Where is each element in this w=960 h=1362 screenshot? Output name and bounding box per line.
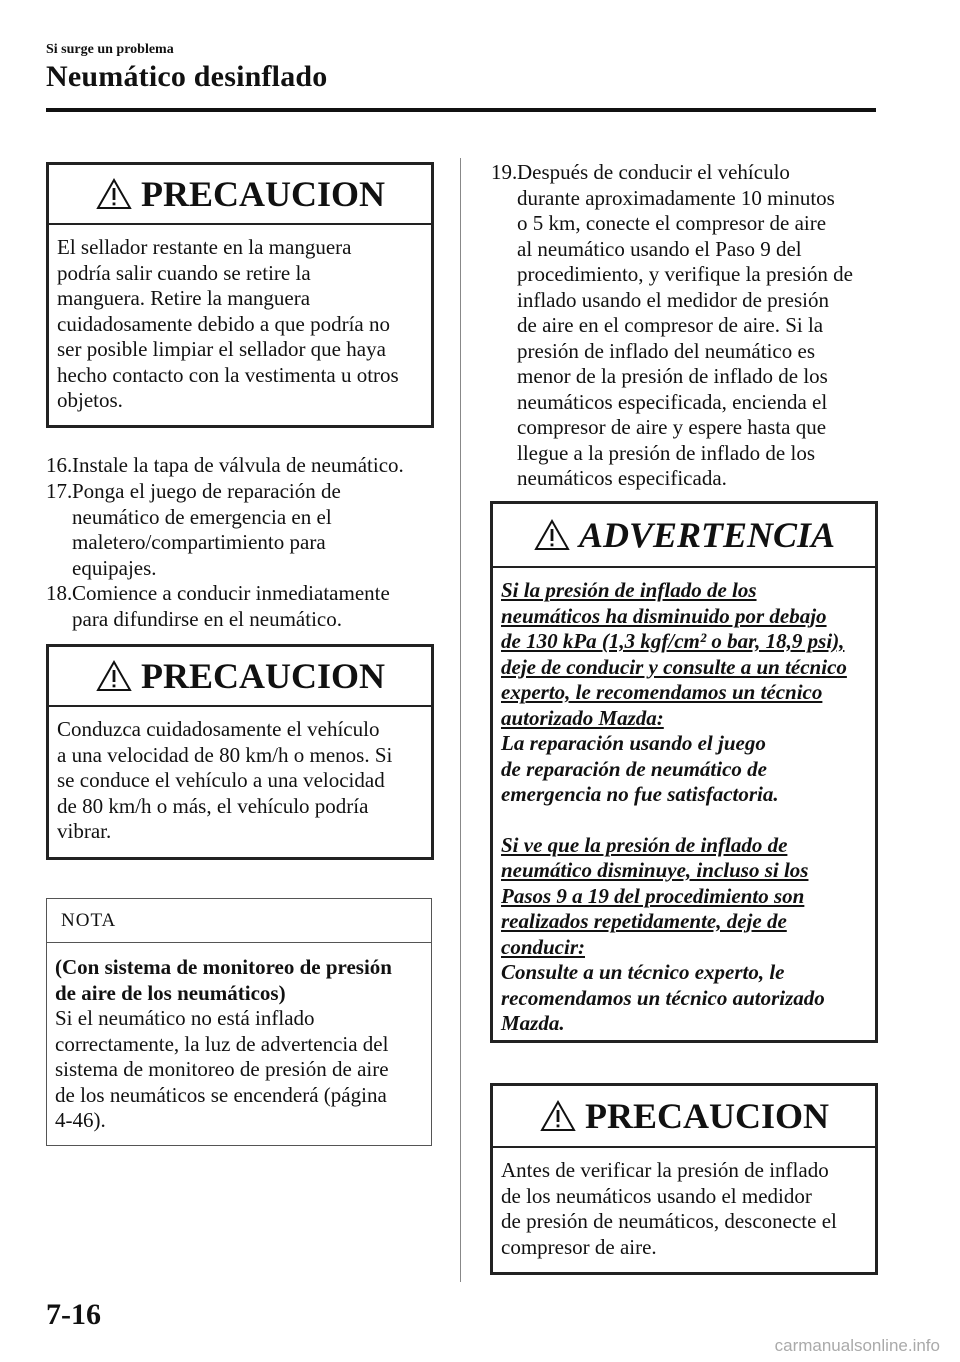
caution-text	[49, 225, 431, 414]
step-line: neumático de emergencia en el	[72, 504, 332, 529]
warning-text	[493, 568, 875, 1037]
text-line: de los neumáticos usando el medidor	[501, 1183, 812, 1208]
warning-line: de reparación de neumático de	[501, 756, 767, 781]
step-18	[46, 581, 446, 632]
step-number: 17.	[46, 479, 73, 503]
step-line: neumáticos especificada.	[517, 466, 727, 490]
step-line: para difundirse en el neumático.	[72, 606, 342, 631]
page-number: 7-16	[46, 1298, 101, 1331]
warning-line: realizados repetidamente, deje de	[501, 909, 787, 933]
text-line: a una velocidad de 80 km/h o menos. Si	[57, 742, 393, 767]
warning-title: ADVERTENCIA	[578, 515, 836, 555]
caution-text	[49, 707, 431, 845]
text-line: manguera. Retire la manguera	[57, 286, 311, 310]
step-line: Ponga el juego de reparación de	[72, 479, 341, 503]
text-line: cuidadosamente debido a que podría no	[57, 311, 390, 336]
step-line: durante aproximadamente 10 minutos	[517, 185, 835, 210]
note-box	[46, 898, 432, 1146]
warning-line: Si ve que la presión de inflado de	[501, 832, 788, 857]
step-line: procedimiento, y verifique la presión de	[517, 262, 853, 286]
note-title: NOTA	[47, 899, 431, 943]
step-number: 16.	[46, 453, 73, 477]
warning-line: Si la presión de inflado de los	[501, 578, 757, 602]
paragraph-gap	[501, 808, 867, 833]
step-number: 19.	[491, 160, 518, 184]
caution-text	[493, 1148, 875, 1260]
warning-line: Mazda.	[501, 1011, 565, 1035]
text-line: objetos.	[57, 388, 123, 412]
warning-line: neumático disminuye, incluso si los	[501, 858, 809, 882]
note-subtitle-line: de aire de los neumáticos)	[55, 980, 286, 1005]
note-text	[47, 943, 431, 1134]
text-line: correctamente, la luz de advertencia del	[55, 1031, 389, 1056]
warning-line: emergencia no fue satisfactoria.	[501, 782, 779, 806]
step-line: Después de conducir el vehículo	[517, 160, 790, 184]
warning-triangle-icon	[95, 659, 133, 693]
step-line: llegue a la presión de inflado de los	[517, 440, 815, 465]
text-line: ser posible limpiar el sellador que haya	[57, 337, 386, 361]
warning-line: recomendamos un técnico autorizado	[501, 985, 825, 1010]
step-line: equipajes.	[72, 555, 157, 580]
step-number: 18.	[46, 581, 73, 605]
caution-box-1	[46, 162, 434, 428]
watermark: carmanualsonline.info	[774, 1336, 940, 1355]
step-17	[46, 479, 446, 581]
note-subtitle-line: (Con sistema de monitoreo de presión	[55, 955, 392, 979]
step-line: al neumático usando el Paso 9 del	[517, 236, 802, 261]
text-line: hecho contacto con la vestimenta u otros	[57, 362, 399, 387]
warning-line: conducir:	[501, 934, 585, 959]
caution-title: PRECAUCION	[140, 174, 385, 214]
step-line: o 5 km, conecte el compresor de aire	[517, 211, 827, 235]
warning-line: La reparación usando el juego	[501, 731, 766, 755]
step-line: Instale la tapa de válvula de neumático.	[72, 453, 404, 477]
caution-title: PRECAUCION	[584, 1096, 829, 1136]
text-line: Conduzca cuidadosamente el vehículo	[57, 717, 380, 741]
text-line: compresor de aire.	[501, 1234, 657, 1259]
section-label: Si surge un problema	[46, 42, 174, 57]
step-line: menor de la presión de inflado de los	[517, 364, 828, 388]
text-line: El sellador restante en la manguera	[57, 235, 352, 259]
step-line: presión de inflado del neumático es	[517, 338, 815, 363]
step-line: maletero/compartimiento para	[72, 530, 326, 554]
caution-title: PRECAUCION	[140, 656, 385, 696]
column-divider	[460, 158, 461, 1282]
text-line: de los neumáticos se encenderá (página	[55, 1082, 387, 1107]
warning-line: neumáticos ha disminuido por debajo	[501, 603, 827, 628]
text-line: podría salir cuando se retire la	[57, 260, 311, 285]
warning-box-header	[493, 504, 875, 568]
step-line: compresor de aire y espere hasta que	[517, 415, 827, 439]
text-line: Si el neumático no está inflado	[55, 1006, 315, 1030]
text-line: vibrar.	[57, 819, 112, 843]
warning-triangle-icon	[533, 518, 571, 552]
text-line: de 80 km/h o más, el vehículo podría	[57, 793, 369, 818]
text-line: 4-46).	[55, 1108, 106, 1132]
step-16	[46, 453, 446, 479]
step-line: inflado usando el medidor de presión	[517, 287, 830, 312]
warning-triangle-icon	[539, 1099, 577, 1133]
text-line: se conduce el vehículo a una velocidad	[57, 768, 385, 792]
caution-box-header	[49, 647, 431, 707]
step-line: neumáticos especificada, encienda el	[517, 389, 828, 414]
warning-line: experto, le recomendamos un técnico	[501, 680, 823, 704]
step-line: Comience a conducir inmediatamente	[72, 581, 390, 605]
step-19	[491, 160, 891, 492]
text-line: de presión de neumáticos, desconecte el	[501, 1209, 837, 1233]
warning-line: Pasos 9 a 19 del procedimiento son	[501, 883, 805, 908]
warning-line: deje de conducir y consulte a un técnico	[501, 654, 847, 679]
warning-line: Consulte a un técnico experto, le	[501, 960, 785, 984]
warning-line: autorizado Mazda:	[501, 705, 664, 730]
caution-box-header	[49, 165, 431, 225]
title-rule	[46, 108, 876, 112]
text-line: Antes de verificar la presión de inflado	[501, 1158, 829, 1182]
step-line: de aire en el compresor de aire. Si la	[517, 313, 824, 337]
caution-box-3	[490, 1083, 878, 1275]
warning-box	[490, 501, 878, 1043]
warning-triangle-icon	[95, 177, 133, 211]
page-title: Neumático desinflado	[46, 60, 328, 93]
caution-box-2	[46, 644, 434, 860]
warning-line: de 130 kPa (1,3 kgf/cm² o bar, 18,9 psi),	[501, 629, 845, 653]
text-line: sistema de monitoreo de presión de aire	[55, 1057, 389, 1081]
caution-box-header	[493, 1086, 875, 1148]
